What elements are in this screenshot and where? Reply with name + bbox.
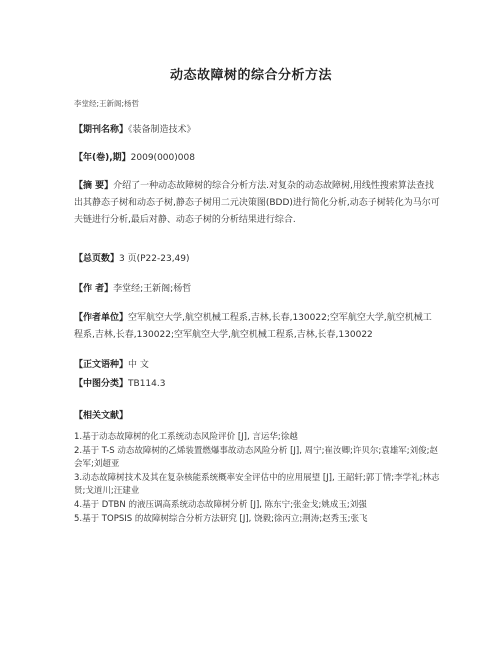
related-literature-heading: 【相关文献】 [74, 411, 129, 421]
language-field [74, 357, 440, 374]
affiliation-value: 空军航空大学,航空机械工程系,吉林,长春,130022;空军航空大学,航空机械工程系,吉林,长春,130022;空军航空大学,航空机械工程系,吉林,长春,130022 [74, 313, 432, 340]
classification-label: 【中图分类】 [74, 379, 129, 389]
reference-item: 2.基于 T-S 动态故障树的乙烯装置燃爆事故动态风险分析 [J], 周宁;崔汝卿;许贝尔;袁雄军;刘俊;赵会军;刘超亚 [74, 445, 438, 470]
affiliation-field [74, 310, 440, 344]
reference-list [74, 431, 440, 526]
reference-item: 1.基于动态故障树的化工系统动态风险评价 [J], 言运华;徐越 [74, 432, 298, 442]
abstract-field [74, 178, 440, 229]
pages-field [74, 251, 440, 268]
journal-value: 《装备制造技术》 [128, 125, 196, 135]
reference-item: 4.基于 DTBN 的液压调高系统动态故障树分析 [J], 陈东宁;张金戈;姚成玉;刘强 [74, 499, 367, 510]
author-value: 李堂经;王新阁;杨哲 [113, 284, 192, 294]
author-label: 【作 者】 [74, 284, 114, 294]
reference-item: 3.动态故障树技术及其在复杂核能系统概率安全评估中的应用展望 [J], 王韶轩;郭丁情;李学礼;林志贤;戈道川;汪建业 [74, 472, 440, 497]
language-label: 【正文语种】 [74, 360, 129, 370]
abstract-value: 介绍了一种动态故障树的综合分析方法.对复杂的动态故障树,用线性搜索算法查找出其静态子树和动态子树,静态子树用二元决策图(BDD)进行简化分析,动态子树转化为马尔可夫链进行分析,最后对静、动态子树的分析结果进行综合. [74, 181, 440, 225]
author-field [74, 281, 440, 298]
pages-label: 【总页数】 [74, 254, 120, 264]
year-value: 2009(000)008 [130, 153, 195, 163]
classification-field [74, 376, 440, 393]
abstract-label: 【摘 要】 [74, 181, 114, 191]
document-title: 动态故障树的综合分析方法 [169, 68, 332, 83]
journal-label: 【期刊名称】 [74, 125, 129, 135]
year-field [74, 150, 440, 167]
journal-field [74, 122, 440, 139]
language-value: 中 文 [128, 360, 149, 370]
reference-item: 5.基于 TOPSIS 的故障树综合分析方法研究 [J], 饶毅;徐丙立;荆涛;赵秀玉;张飞 [74, 513, 368, 524]
year-label: 【年(卷),期】 [74, 153, 131, 163]
classification-value: TB114.3 [128, 379, 166, 389]
author-line: 李堂经;王新阁;杨哲 [74, 99, 140, 108]
pages-value: 3 页(P22-23,49) [119, 254, 190, 264]
affiliation-label: 【作者单位】 [74, 313, 129, 323]
